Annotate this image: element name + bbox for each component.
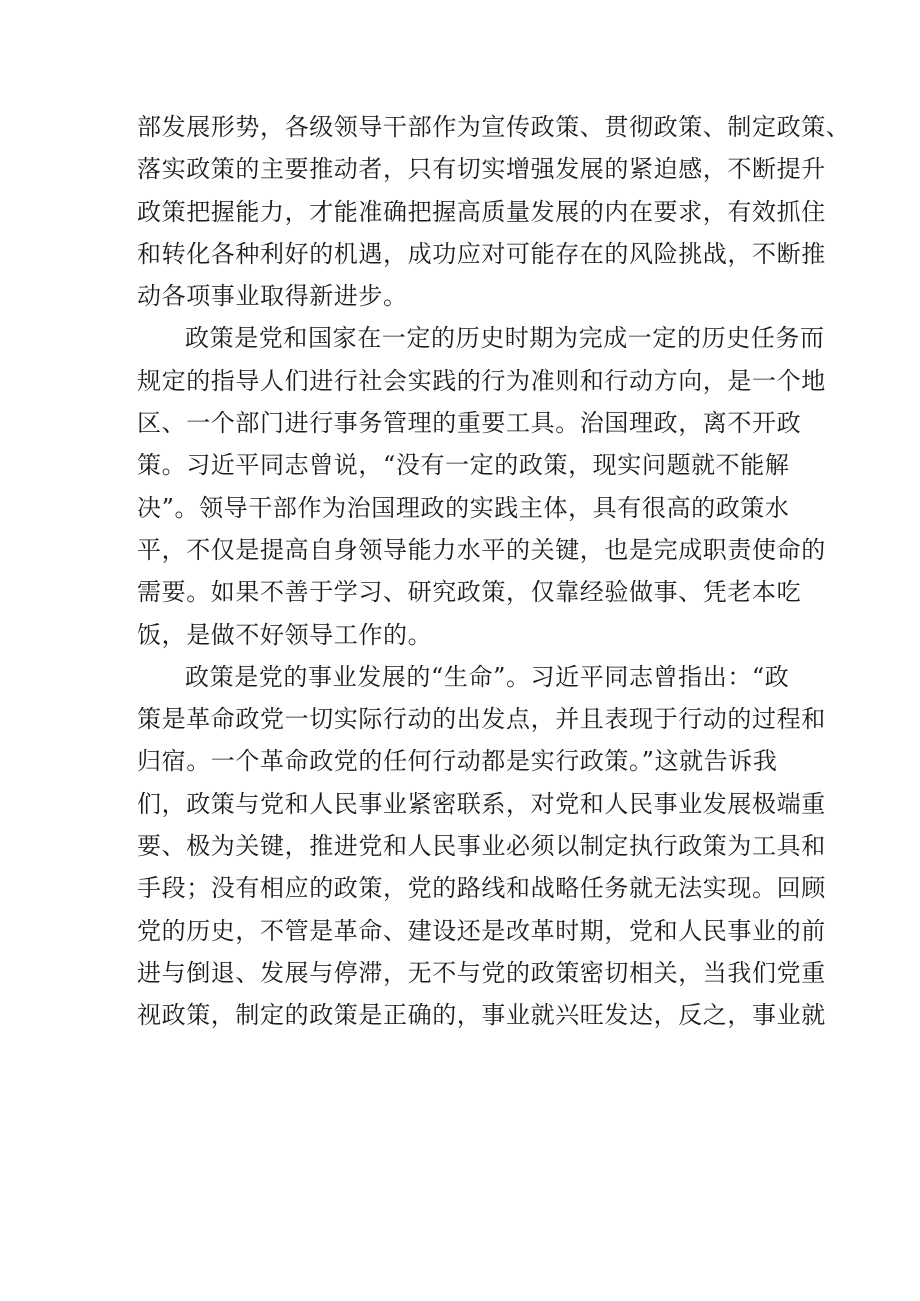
text-line: 决”。领导干部作为治国理政的实践主体，具有很高的政策水 [137, 493, 790, 522]
text-line: 区、一个部门进行事务管理的重要工具。治国理政，离不开政 [137, 409, 802, 438]
text-line: 平，不仅是提高自身领导能力水平的关键，也是完成职责使命的 [137, 535, 826, 564]
text-line: 视政策，制定的政策是正确的，事业就兴旺发达，反之，事业就 [137, 1001, 826, 1030]
text-line: 策是革命政党一切实际行动的出发点，并且表现于行动的过程和 [137, 705, 826, 734]
text-line: 部发展形势，各级领导干部作为宣传政策、贯彻政策、制定政策、 [137, 113, 851, 141]
text-line: 政策把握能力，才能准确把握高质量发展的内在要求，有效抓住 [137, 197, 826, 226]
text-line: 要、极为关键，推进党和人民事业必须以制定执行政策为工具和 [137, 832, 826, 861]
text-line: 策。习近平同志曾说，“没有一定的政策，现实问题就不能解 [137, 451, 790, 480]
text-line: 党的历史，不管是革命、建设还是改革时期，党和人民事业的前 [137, 916, 826, 945]
text-line: 规定的指导人们进行社会实践的行为准则和行动方向，是一个地 [137, 366, 826, 395]
text-line: 归宿。一个革命政党的任何行动都是实行政策。”这就告诉我 [137, 747, 778, 776]
text-line: 需要。如果不善于学习、研究政策，仅靠经验做事、凭老本吃 [137, 578, 802, 607]
document-body [137, 106, 851, 1037]
text-line: 们，政策与党和人民事业紧密联系，对党和人民事业发展极端重 [137, 789, 826, 818]
paragraph-start-line: 政策是党的事业发展的“生命”。习近平同志曾指出：“政 [185, 662, 790, 691]
text-line: 手段；没有相应的政策，党的路线和战略任务就无法实现。回顾 [137, 874, 826, 903]
text-line: 和转化各种利好的机遇，成功应对可能存在的风险挑战，不断推 [137, 239, 826, 268]
text-line: 落实政策的主要推动者，只有切实增强发展的紧迫感，不断提升 [137, 155, 826, 184]
text-line: 动各项事业取得新进步。 [137, 282, 408, 311]
text-line: 饭，是做不好领导工作的。 [137, 620, 433, 649]
text-line: 进与倒退、发展与停滞，无不与党的政策密切相关，当我们党重 [137, 958, 826, 987]
paragraph-start-line: 政策是党和国家在一定的历史时期为完成一定的历史任务而 [185, 324, 825, 353]
